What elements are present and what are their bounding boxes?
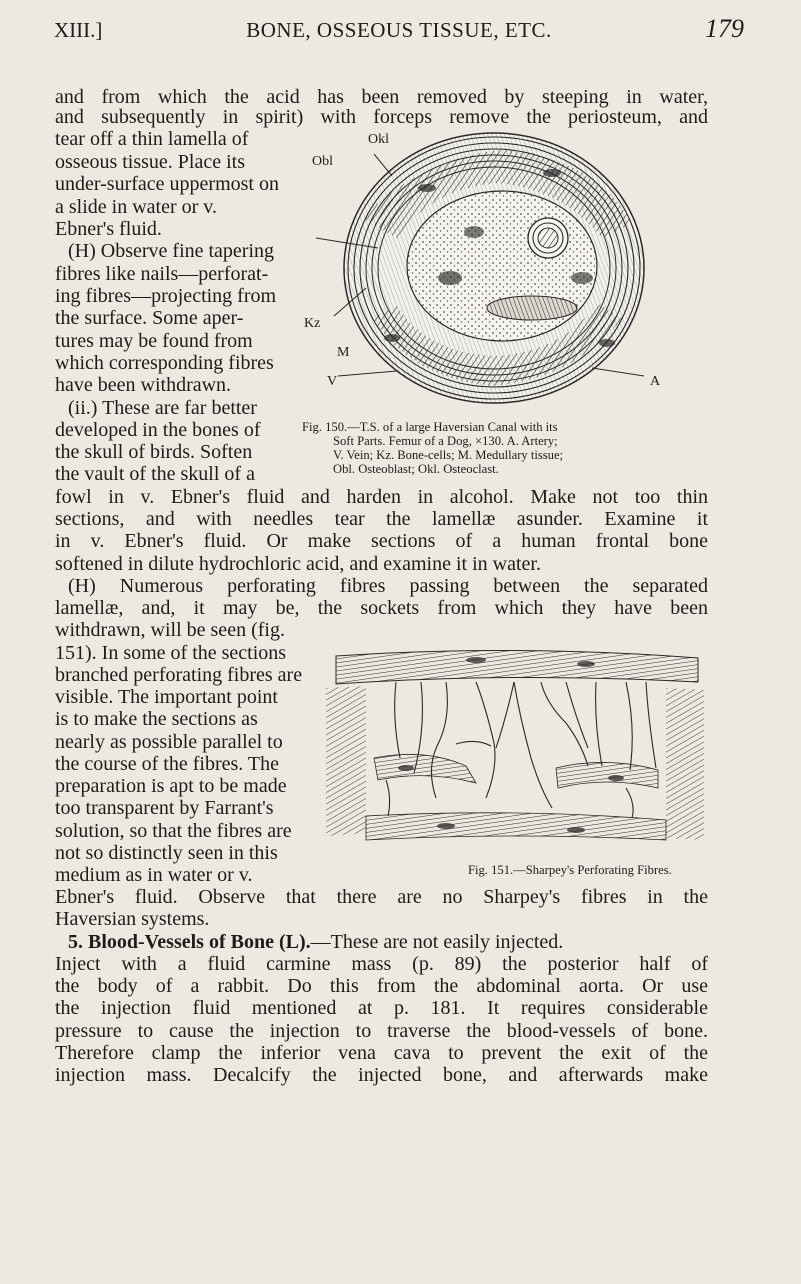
text-line: Ebner's fluid. <box>55 218 162 240</box>
text-line: softened in dilute hydrochloric acid, and examine it in water. <box>55 553 541 575</box>
text-run: —These are not easily injected. <box>310 931 564 953</box>
text-line: visible. The important point <box>55 686 278 708</box>
text-line: the skull of birds. Soften <box>55 441 253 463</box>
text-line: fibres like nails—perforat- <box>55 263 269 285</box>
text-line: is to make the sections as <box>55 708 258 730</box>
text-line: preparation is apt to be made <box>55 775 287 797</box>
text-line: in v. Ebner's fluid. Or make sections of a human frontal bone <box>55 530 708 552</box>
figure-150-caption: V. Vein; Kz. Bone-cells; M. Medullary tissue; <box>333 448 564 462</box>
text-line: which corresponding fibres <box>55 352 274 374</box>
text-line: not so distinctly seen in this <box>55 842 278 864</box>
figure-label-m: M <box>337 345 350 360</box>
text-line: ing fibres—projecting from <box>55 285 277 307</box>
figure-150-caption: Fig. 150.—T.S. of a large Haversian Canal with its <box>302 420 558 434</box>
text-line: branched perforating fibres are <box>55 664 303 686</box>
text-line: the injection fluid mentioned at p. 181. It requires considerable <box>55 997 708 1019</box>
text-line: sections, and with needles tear the lamellæ asunder. Examine it <box>55 508 708 530</box>
text-line: the vault of the skull of a <box>55 463 255 485</box>
text-line: (H) Observe fine tapering <box>68 240 275 262</box>
section-heading-line <box>68 931 563 953</box>
text-line: the surface. Some aper- <box>55 307 244 329</box>
figure-label-a: A <box>650 374 661 389</box>
text-line: under-surface uppermost on <box>55 173 279 195</box>
text-line: Therefore clamp the inferior vena cava to prevent the exit of the <box>55 1042 708 1064</box>
text-line: withdrawn, will be seen (fig. <box>55 619 285 641</box>
text-line: tures may be found from <box>55 330 253 352</box>
figure-label-v: V <box>327 374 338 389</box>
text-line: Inject with a fluid carmine mass (p. 89) the posterior half of <box>55 953 708 975</box>
text-line: injection mass. Decalcify the injected bone, and afterwards make <box>55 1064 708 1086</box>
text-line: osseous tissue. Place its <box>55 151 245 173</box>
text-line: and from which the acid has been removed by steeping in water, <box>55 86 708 108</box>
text-line: pressure to cause the injection to traverse the blood-vessels of bone. <box>55 1020 708 1042</box>
figure-label-kz: Kz <box>304 316 321 331</box>
figure-151-caption: Fig. 151.—Sharpey's Perforating Fibres. <box>468 863 672 877</box>
text-line: (ii.) These are far better <box>68 397 257 419</box>
text-line: solution, so that the fibres are <box>55 820 292 842</box>
text-line: the body of a rabbit. Do this from the abdominal aorta. Or use <box>55 975 708 997</box>
text-line: (H) Numerous perforating fibres passing between the separated <box>68 575 708 597</box>
text-line: and subsequently in spirit) with forceps remove the periosteum, and <box>55 106 708 128</box>
chapter-title: BONE, OSSEOUS TISSUE, ETC. <box>246 18 552 42</box>
text-line: too transparent by Farrant's <box>55 797 274 819</box>
page-number: 179 <box>705 14 744 43</box>
section-heading: 5. Blood-Vessels of Bone (L). <box>68 931 311 953</box>
text-line: medium as in water or v. <box>55 864 253 886</box>
text-line: nearly as possible parallel to <box>55 731 283 753</box>
text-line: a slide in water or v. <box>55 196 217 218</box>
figure-150-caption: Soft Parts. Femur of a Dog, ×130. A. Artery; <box>333 434 558 448</box>
text-line: fowl in v. Ebner's fluid and harden in alcohol. Make not too thin <box>55 486 708 508</box>
text-line: lamellæ, and, it may be, the sockets from which they have been <box>55 597 708 619</box>
text-line: tear off a thin lamella of <box>55 128 249 150</box>
figure-label-okl: Okl <box>368 132 389 147</box>
text-line: 151). In some of the sections <box>55 642 287 664</box>
text-line: the course of the fibres. The <box>55 753 279 775</box>
running-header <box>54 14 744 48</box>
sharpeys-fibres-figure <box>326 648 706 848</box>
text-line: Ebner's fluid. Observe that there are no Sharpey's fibres in the <box>55 886 708 908</box>
text-line: developed in the bones of <box>55 419 261 441</box>
text-line: Haversian systems. <box>55 908 210 930</box>
figure-150-caption: Obl. Osteoblast; Okl. Osteoclast. <box>333 462 499 476</box>
figure-label-obl: Obl <box>312 154 333 169</box>
haversian-canal-figure <box>302 128 662 428</box>
text-line: have been withdrawn. <box>55 374 232 396</box>
chapter-number: XIII.] <box>54 18 103 42</box>
